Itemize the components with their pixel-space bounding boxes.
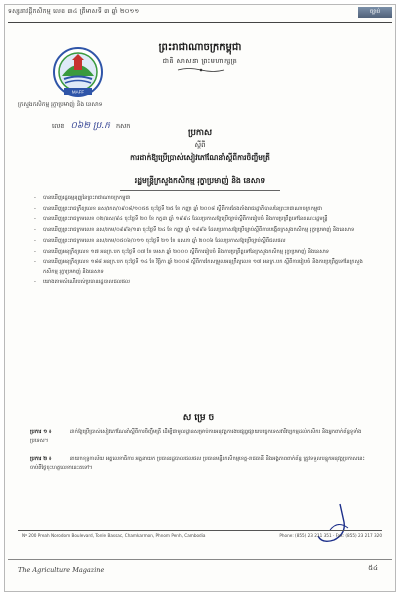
signature-mark-icon: [300, 500, 360, 550]
on-subject-label: ស្ដីពី: [194, 141, 206, 149]
running-header: ទស្សនាវដ្ដីកសិកម្ម លេខ ៣៤ ត្រីមាសទី ៣ ឆ្នាំ ២០១១: [8, 8, 140, 15]
citation-item: - បានឃើញអនុក្រឹត្យលេខ ១៨៨ អនក្រ.បក ចុះថ្ងៃទី ១៤ ខែ វិច្ឆិកា ឆ្នាំ ២០០៨ ស្ដីពីការកែសម្រួលអនុក្រឹត្យលេខ ១៧ អនក្រ.បក ស្ដីពីការរៀបចំ និងការប្រព្រឹត្តទៅនៃក្រសួងកសិកម្ម រុក្ខាប្រមាញ់ និងនេសាទ: [34, 258, 364, 277]
section-badge: ច្បាប់: [358, 7, 392, 18]
kingdom-title: ព្រះរាជាណាចក្រកម្ពុជា: [158, 42, 242, 53]
decision-heading: សម្រេច: [182, 413, 218, 423]
article-text: នាយកខុទ្ទកាល័យ អគ្គលេខាធិការ អគ្គនាយក ប្រធានរដ្ឋបាលជលផល ប្រធានមន្ទីរកសិកម្មខេត្ត-រាជធានី និងអង្គភាពពាក់ព័ន្ធ ត្រូវទទួលបន្ទុកអនុវត្តប្រកាសនេះ ចាប់ពីថ្ងៃចុះហត្ថលេខានេះតទៅ។: [30, 456, 365, 472]
article-text: ដាក់ឱ្យប្រើប្រាស់សៀវភៅណែនាំស្ដីពីការចិញ្ចឹមត្រី ដើម្បីជាមូលដ្ឋានសម្រាប់ការអនុវត្តការងារផ្សព្វផ្សាយបច្ចេកទេសវារីវប្បកម្មដល់កសិករ និងអ្នកពាក់ព័ន្ធទូទាំងប្រទេស។: [30, 429, 362, 445]
citations-list: [34, 194, 364, 289]
page-number: ៥៤: [368, 564, 378, 572]
article-1: [30, 428, 370, 447]
proclamation-subject: ការដាក់ឱ្យប្រើប្រាស់សៀវភៅណែនាំស្ដីពីការចិញ្ចឹមត្រី: [130, 153, 270, 162]
citation-item: - បានឃើញអនុក្រឹត្យលេខ ១៧ អនក្រ.បក ចុះថ្ងៃទី ០៧ ខែ មេសា ឆ្នាំ ២០០០ ស្ដីពីការរៀបចំ និងការប្រព្រឹត្តទៅនៃក្រសួងកសិកម្ម រុក្ខាប្រមាញ់ និងនេសាទ: [34, 248, 364, 257]
doc-no-handwritten: ០៦២ ប្រ.ក: [70, 121, 110, 131]
title-underline: [120, 190, 280, 191]
svg-text:MAFF: MAFF: [71, 89, 85, 95]
ministry-name: ក្រសួងកសិកម្ម រុក្ខាប្រមាញ់ និង នេសាទ: [18, 102, 103, 108]
magazine-name: The Agriculture Magazine: [18, 566, 105, 574]
header-rule: [8, 22, 392, 23]
citation-item: - បានឃើញព្រះរាជក្រមលេខ នស/រកម/០៩៩៦/១៣ ចុះថ្ងៃទី ២៤ ខែ កញ្ញា ឆ្នាំ ១៩៩៦ ដែលប្រកាសឱ្យប្រើច្បាប់ស្ដីពីការបង្កើតក្រសួងកសិកម្ម រុក្ខាប្រមាញ់ និងនេសាទ: [34, 226, 364, 235]
doc-no-label: លេខ: [52, 122, 65, 130]
citation-item: - បានឃើញព្រះរាជក្រមលេខ នស/រកម/០៥០៦/០១១ ចុះថ្ងៃទី ២១ ខែ ឧសភា ឆ្នាំ ២០០៦ ដែលប្រកាសឱ្យប្រើច្បាប់ស្ដីពីជលផល: [34, 237, 364, 246]
ornament-divider-icon: [176, 67, 226, 73]
footer-rule: [18, 530, 382, 531]
article-2: [30, 455, 370, 474]
national-motto: ជាតិ សាសនា ព្រះមហាក្សត្រ: [162, 57, 238, 65]
article-label: ប្រការ ១ ៖: [30, 429, 52, 435]
citation-item: - បានឃើញព្រះរាជក្រមលេខ ០២/នស/៩៤ ចុះថ្ងៃទី ២០ ខែ កក្កដា ឆ្នាំ ១៩៩៤ ដែលប្រកាសឱ្យប្រើច្បាប់ស្ដីពីការរៀបចំ និងការប្រព្រឹត្តទៅនៃគណៈរដ្ឋមន្ត្រី: [34, 215, 364, 224]
citation-item: - យោងតាមសំណើរបស់ប្រធានរដ្ឋបាលជលផល: [34, 278, 364, 287]
citation-item: - បានឃើញរដ្ឋធម្មនុញ្ញនៃព្រះរាជាណាចក្រកម្ពុជា: [34, 194, 364, 203]
citation-item: - បានឃើញព្រះរាជក្រឹត្យលេខ នស/រកត/០៩០៨/១០៥៥ ចុះថ្ងៃទី ២៥ ខែ កញ្ញា ឆ្នាំ ២០០៨ ស្ដីពីការតែងតាំងរាជរដ្ឋាភិបាលនៃព្រះរាជាណាចក្រកម្ពុជា: [34, 205, 364, 214]
doc-no-suffix: កសក: [115, 122, 131, 130]
minister-title: រដ្ឋមន្ត្រីក្រសួងកសិកម្ម រុក្ខាប្រមាញ់ និង នេសាទ: [134, 176, 266, 185]
proclamation-title: ប្រកាស: [187, 128, 213, 138]
footer-address: Nº 200 Preah Norodom Boulevard, Tonle Bassac, Chamkarmon, Phnom Penh, Cambodia: [22, 533, 206, 538]
magazine-rule: [8, 559, 392, 560]
article-label: ប្រការ ២ ៖: [30, 456, 52, 462]
footer-contact: Phone: (855) 23 211 351 · Fax: (855) 23 217 320: [279, 533, 382, 538]
